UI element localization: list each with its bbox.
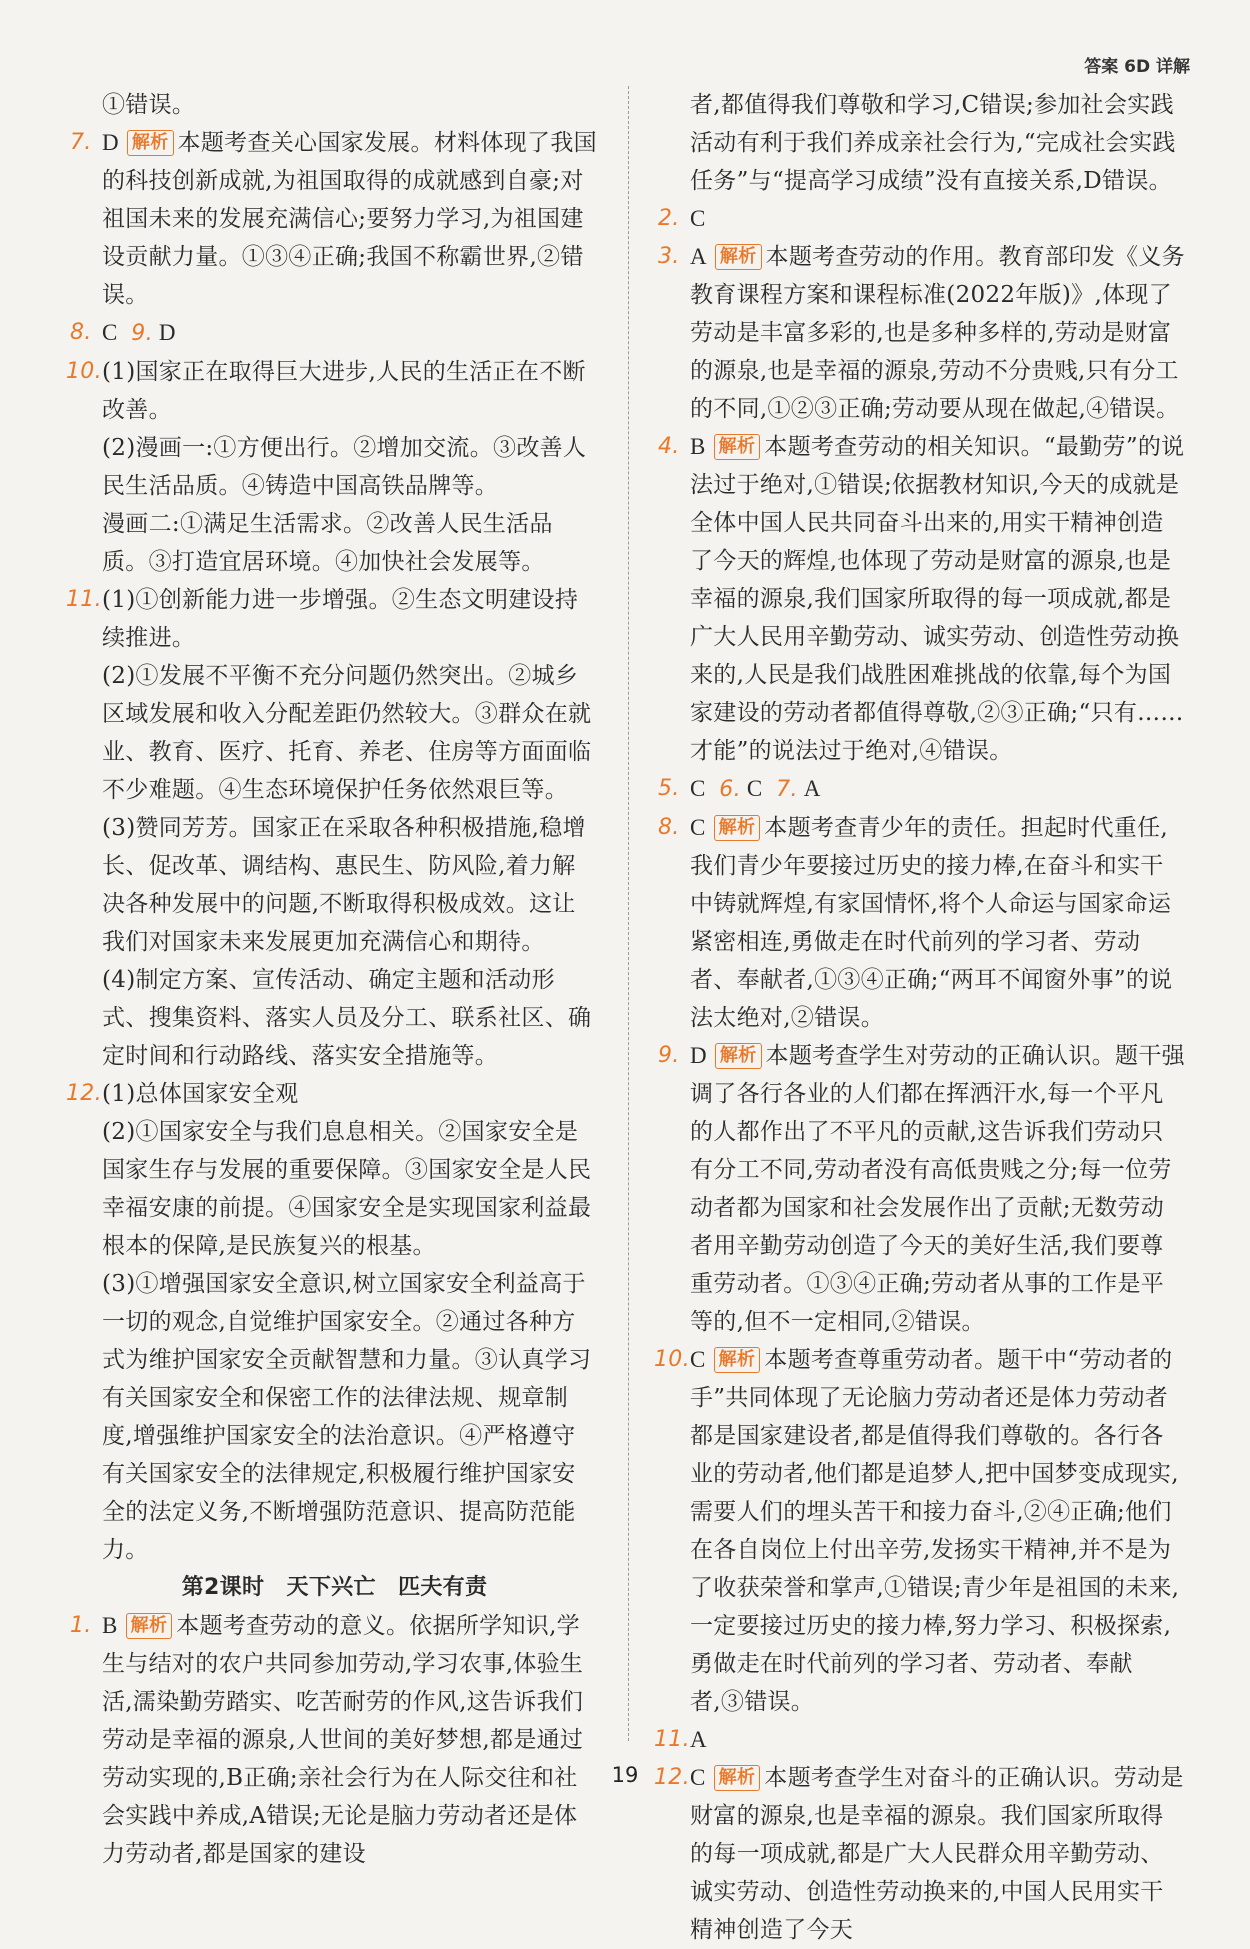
question-number: 7. (70, 130, 92, 155)
question-11 (654, 1721, 1185, 1759)
answer-letter: A (803, 776, 821, 801)
answer-letter: C (690, 206, 706, 231)
analysis-text: 本题考查劳动的意义。依据所学知识,学生与结对的农户共同参加劳动,学习农事,体验生活,濡染勤劳踏实、吃苦耐劳的作风,这告诉我们劳动是幸福的源泉,人世间的美好梦想,都是通过劳动实现的,B正确;亲社会行为在人际交往和社会实践中养成,A错误;无论是脑力劳动者还是体力劳动者,都是国家的建设 (102, 1613, 584, 1867)
page-number: 19 (611, 1763, 639, 1787)
question-number: 4. (658, 434, 680, 459)
question-10 (66, 353, 597, 581)
answer-letter: C (690, 1765, 706, 1790)
analysis-text: 本题考查尊重劳动者。题干中“劳动者的手”共同体现了无论脑力劳动者还是体力劳动者都是国家建设者,都是值得我们尊敬的。各行各业的劳动者,他们都是追梦人,把中国梦变成现实,需要人们的埋头苦干和接力奋斗,②④正确;他们在各自岗位上付出辛劳,发扬实干精神,并不是为了收获荣誉和掌声,①错误;青少年是祖国的未来,一定要接过历史的接力棒,努力学习、积极探索,勇做走在时代前列的学习者、劳动者、奉献者,③错误。 (690, 1347, 1180, 1715)
question-number: 10. (66, 359, 102, 384)
question-number: 2. (658, 206, 680, 231)
lesson-title: 第2课时 天下兴亡 匹夫有责 (181, 1575, 488, 1600)
question-number: 11. (66, 587, 102, 612)
question-number: 11. (654, 1727, 690, 1752)
analysis-text: 本题考查关心国家发展。材料体现了我国的科技创新成就,为祖国取得的成就感到自豪;对祖国未来的发展充满信心;要努力学习,为祖国建设贡献力量。①③④正确;我国不称霸世界,②错误。 (102, 130, 597, 308)
question-1 (72, 1607, 597, 1873)
question-9 (660, 1037, 1185, 1341)
answer-letter: C (102, 320, 118, 345)
answer-part: 漫画二:①满足生活需求。②改善人民生活品质。③打造宜居环境。④加快社会发展等。 (102, 511, 553, 575)
question-8-9 (72, 314, 597, 353)
analysis-tag: 解析 (714, 1765, 761, 1791)
analysis-text: 本题考查劳动的相关知识。“最勤劳”的说法过于绝对,①错误;依据教材知识,今天的成就是全体中国人民共同奋斗出来的,用实干精神创造了今天的辉煌,也体现了劳动是财富的源泉,也是幸福的源泉,我们国家所取得的每一项成就,都是广大人民用辛勤劳动、诚实劳动、创造性劳动换来的,人民是我们战胜困难挑战的依靠,每个为国家建设的劳动者都值得尊敬,②③正确;“只有……才能”的说法过于绝对,④错误。 (690, 434, 1185, 764)
question-number: 9. (658, 1043, 680, 1068)
answer-letter: C (690, 815, 706, 840)
answer-letter: A (690, 244, 707, 269)
analysis-tag: 解析 (126, 1613, 173, 1639)
question-number: 1. (70, 1613, 92, 1638)
analysis-tag: 解析 (127, 130, 174, 156)
question-11 (66, 581, 597, 1075)
left-column (66, 86, 597, 1873)
answer-letter: A (690, 1727, 707, 1752)
analysis-tag: 解析 (715, 1043, 762, 1069)
answer-part: (2)①发展不平衡不充分问题仍然突出。②城乡区域发展和收入分配差距仍然较大。③群众在就业、教育、医疗、托育、养老、住房等方面面临不少难题。④生态环境保护任务依然艰巨等。 (102, 663, 592, 803)
analysis-text: 本题考查青少年的责任。担起时代重任,我们青少年要接过历史的接力棒,在奋斗和实干中铸就辉煌,有家国情怀,将个人命运与国家命运紧密相连,勇做走在时代前列的学习者、劳动者、奉献者,①③④正确;“两耳不闻窗外事”的说法太绝对,②错误。 (690, 815, 1173, 1031)
analysis-text: 本题考查学生对奋斗的正确认识。劳动是财富的源泉,也是幸福的源泉。我们国家所取得的每一项成就,都是广大人民群众用辛勤劳动、诚实劳动、创造性劳动换来的,中国人民用实干精神创造了今天 (690, 1765, 1184, 1943)
right-column (654, 86, 1185, 1949)
question-number: 12. (66, 1081, 102, 1106)
answer-letter: D (690, 1043, 707, 1068)
question-number: 6. (719, 777, 741, 802)
question-10 (654, 1341, 1185, 1721)
column-divider (628, 86, 629, 1741)
question-number: 8. (658, 815, 680, 840)
answer-part: (3)赞同芳芳。国家正在采取各种积极措施,稳增长、促改革、调结构、惠民生、防风险,着力解决各种发展中的问题,不断取得积极成效。这让我们对国家未来发展更加充满信心和期待。 (102, 815, 586, 955)
question-number: 3. (658, 244, 680, 269)
answer-letter: D (102, 130, 119, 155)
answer-part: (2)①国家安全与我们息息相关。②国家安全是国家生存与发展的重要保障。③国家安全是人民幸福安康的前提。④国家安全是实现国家利益最根本的保障,是民族复兴的根基。 (102, 1119, 592, 1259)
question-12 (66, 1075, 597, 1569)
question-2 (660, 200, 1185, 238)
answer-continuation: 者,都值得我们尊敬和学习,C错误;参加社会实践活动有利于我们养成亲社会行为,“完成社会实践任务”与“提高学习成绩”没有直接关系,D错误。 (690, 92, 1176, 194)
answer-letter: B (102, 1613, 118, 1638)
answer-letter: C (746, 776, 763, 801)
analysis-text: 本题考查学生对劳动的正确认识。题干强调了各行各业的人们都在挥洒汗水,每一个平凡的人都作出了不平凡的贡献,这告诉我们劳动只有分工不同,劳动者没有高低贵贱之分;每一位劳动者都为国家和社会发展作出了贡献;无数劳动者用辛勤劳动创造了今天的美好生活,我们要尊重劳动者。①③④正确;劳动者从事的工作是平等的,但不一定相同,②错误。 (690, 1043, 1185, 1335)
answer-part: (4)制定方案、宣传活动、确定主题和活动形式、搜集资料、落实人员及分工、联系社区、确定时间和行动路线、落实安全措施等。 (102, 967, 592, 1069)
analysis-tag: 解析 (714, 1347, 761, 1373)
answer-part: (1)总体国家安全观 (102, 1081, 299, 1107)
question-12 (654, 1759, 1185, 1949)
question-number: 7. (776, 777, 798, 802)
answer-part: (1)①创新能力进一步增强。②生态文明建设持续推进。 (102, 587, 579, 651)
answer-letter: C (690, 1347, 706, 1372)
answer-part: (3)①增强国家安全意识,树立国家安全利益高于一切的观念,自觉维护国家安全。②通过各种方式为维护国家安全贡献智慧和力量。③认真学习有关国家安全和保密工作的法律法规、规章制度,增强维护国家安全的法治意识。④严格遵守有关国家安全的法律规定,积极履行维护国家安全的法定义务,不断增强防范意识、提高防范能力。 (102, 1271, 592, 1563)
answer-part: (1)国家正在取得巨大进步,人民的生活正在不断改善。 (102, 359, 586, 423)
question-3 (660, 238, 1185, 428)
answer-part: (2)漫画一:①方便出行。②增加交流。③改善人民生活品质。④铸造中国高铁品牌等。 (102, 435, 587, 499)
answer-continuation: ①错误。 (102, 92, 196, 118)
page-header: 答案 6D 详解 (1084, 57, 1190, 77)
question-4 (660, 428, 1185, 770)
question-number: 12. (654, 1765, 690, 1790)
analysis-tag: 解析 (715, 244, 762, 270)
answer-letter: B (690, 434, 706, 459)
question-number: 8. (70, 320, 92, 345)
question-5-6-7 (660, 770, 1185, 809)
question-7 (72, 124, 597, 314)
answer-letter: C (690, 776, 706, 801)
question-number: 9. (131, 321, 153, 346)
answer-letter: D (158, 320, 176, 345)
analysis-text: 本题考查劳动的作用。教育部印发《义务教育课程方案和课程标准(2022年版)》,体现了劳动是丰富多彩的,也是多种多样的,劳动是财富的源泉,也是幸福的源泉,劳动不分贵贱,只有分工的不同,①②③正确;劳动要从现在做起,④错误。 (690, 244, 1185, 422)
question-8 (660, 809, 1185, 1037)
question-number: 5. (658, 776, 680, 801)
analysis-tag: 解析 (714, 434, 761, 460)
question-number: 10. (654, 1347, 690, 1372)
analysis-tag: 解析 (714, 815, 761, 841)
